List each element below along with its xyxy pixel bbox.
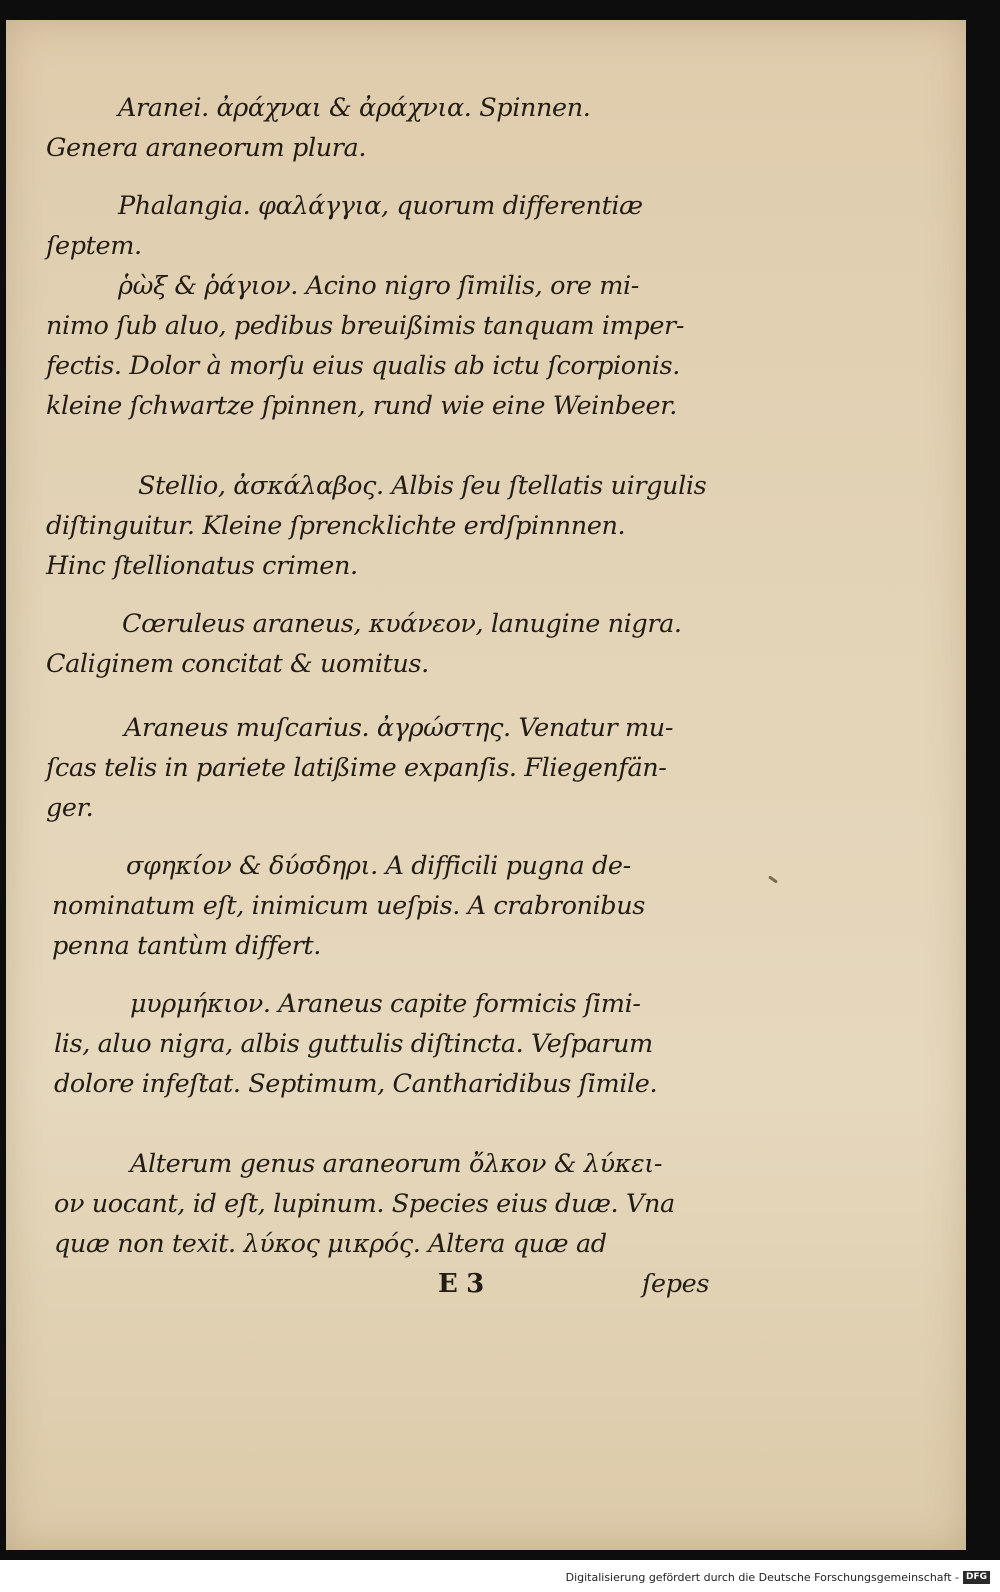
digitization-credit [566,1571,990,1584]
text-line: nimo ſub aluo, pedibus breuißimis tanquam imper- [46,311,685,341]
book-page [6,20,966,1550]
text-line: penna tantùm differt. [52,931,321,961]
text-line: quæ non texit. λύκος μικρός. Altera quæ ad [54,1229,607,1259]
dfg-logo: DFG [963,1571,990,1584]
text-line: ον uocant, id eſt, lupinum. Species eius duæ. Vna [54,1189,675,1219]
text-line: Alterum genus araneorum ὄλκον & λύκει- [130,1149,663,1179]
catchword: ſepes [642,1269,710,1299]
text-line: σφηκίον & δύσδηρι. A difficili pugna de- [126,851,631,881]
page-text [46,88,726,1304]
signature-mark: E 3 [438,1269,484,1299]
text-line: Hinc ſtellionatus crimen. [46,551,358,581]
text-line: diſtinguitur. Kleine ſprencklichte erdſpinnnen. [46,511,626,541]
credit-text: Digitalisierung gefördert durch die Deutsche Forschungsgemeinschaft - [565,1571,959,1584]
text-line: μυρμήκιον. Araneus capite formicis ſimi- [130,989,641,1019]
text-line: ῥὼξ & ῥάγιον. Acino nigro ſimilis, ore mi- [118,271,639,301]
text-line: nominatum eſt, inimicum ueſpis. A crabronibus [52,891,645,921]
text-line: dolore infeſtat. Septimum, Cantharidibus ſimile. [54,1069,658,1099]
text-line: ger. [46,793,94,823]
text-line: Aranei. ἀράχναι & ἀράχνια. Spinnen. [118,93,591,123]
text-line: ſcas telis in pariete latißime expanſis. Fliegenfän- [46,753,667,783]
text-line: Genera araneorum plura. [46,133,367,163]
text-line: fectis. Dolor à morſu eius qualis ab ictu ſcorpionis. [46,351,680,381]
text-line: Caliginem concitat & uomitus. [46,649,429,679]
text-line: lis, aluo nigra, albis guttulis diſtincta. Veſparum [54,1029,653,1059]
ink-blemish [768,875,778,883]
text-line: ſeptem. [46,231,142,261]
text-line: Cœruleus araneus, κυάνεον, lanugine nigra. [122,609,682,639]
text-line: Stellio, ἀσκάλαβος. Albis ſeu ſtellatis uirgulis [138,471,707,501]
text-line: kleine ſchwartze ſpinnen, rund wie eine Weinbeer. [46,391,677,421]
text-line: Araneus muſcarius. ἀγρώστης. Venatur mu- [124,713,674,743]
text-line: Phalangia. φαλάγγια, quorum differentiæ [118,191,643,221]
page-footer-line [46,1264,726,1304]
